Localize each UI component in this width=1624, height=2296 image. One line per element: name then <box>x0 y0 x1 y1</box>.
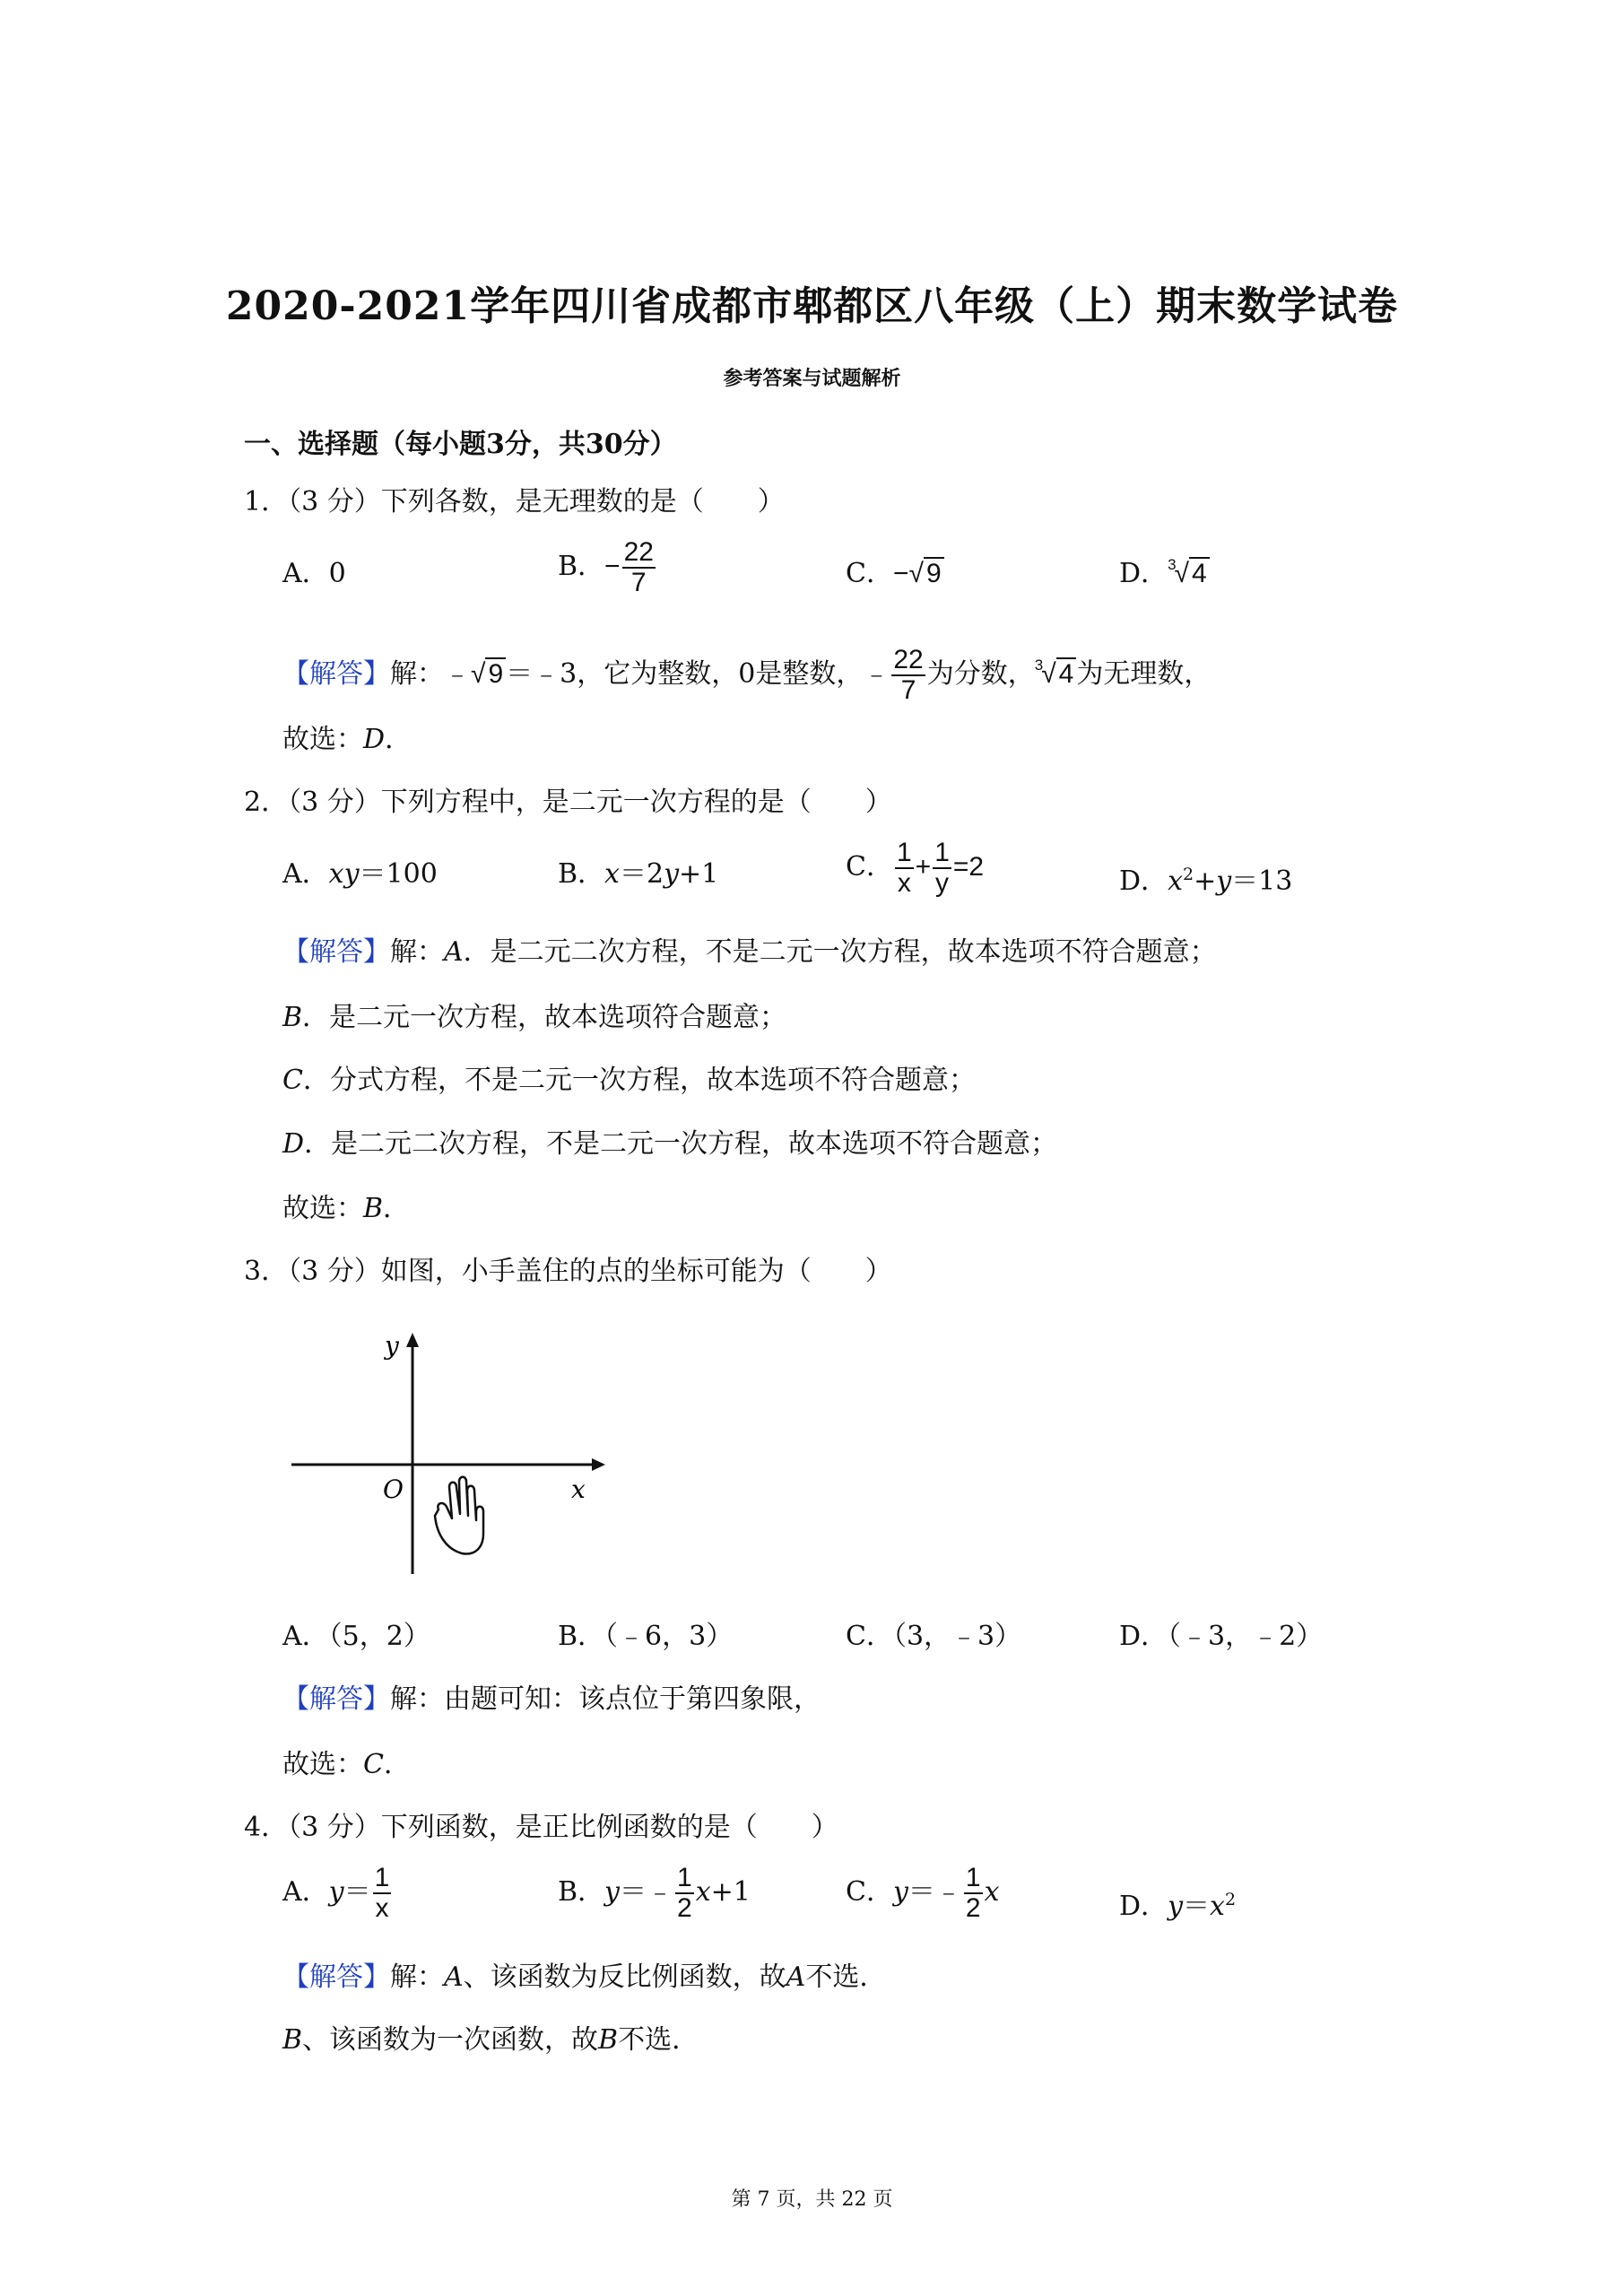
origin-label: O <box>383 1474 404 1504</box>
q2-stem: 2．（3 分）下列方程中，是二元一次方程的是（ ） <box>244 787 892 818</box>
q3-choice: 故选：C． <box>282 1749 411 1780</box>
x-axis-arrow <box>592 1458 605 1471</box>
page-title: 2020-2021学年四川省成都市郫都区八年级（上）期末数学试卷 <box>225 283 1399 329</box>
q3-option-a: A．（5，2） <box>282 1621 430 1652</box>
q2-option-d: D．$x^2+y=13$ <box>1119 865 1293 897</box>
q1-answer: 【解答】解：﹣√ 9 ＝﹣3，它为整数，0是整数，﹣ $\frac{22}{7}$ 为分数，$^3$√ 4 为无理数， <box>282 645 1211 705</box>
q2-answer-line-4: D．是二元二次方程，不是二元一次方程，故本选项不符合题意； <box>282 1128 1058 1160</box>
q1-option-d-radical: $^3$√ 4 <box>1168 556 1210 596</box>
q1-option-c: C．−√ 9 <box>846 556 944 592</box>
y-axis-arrow <box>406 1333 419 1347</box>
q2-answer-line-3: C．分式方程，不是二元一次方程，故本选项不符合题意； <box>282 1065 976 1096</box>
q1-choice: 故选：D． <box>282 724 413 755</box>
q3-option-c: C．（3，﹣3） <box>846 1621 1022 1652</box>
q1-option-c-radical: √ 9 <box>909 556 944 592</box>
q4-answer-line-2: B、该函数为一次函数，故B不选． <box>282 2024 699 2056</box>
q4-option-d: D．$y=x^2$ <box>1119 1890 1237 1922</box>
q2-answer-line-1: 【解答】解：A．是二元二次方程，不是二元一次方程，故本选项不符合题意； <box>282 936 1217 968</box>
q4-option-b: B．y＝﹣ $\frac{1}{2}$ x+1 <box>558 1863 751 1923</box>
q3-option-d: D．（﹣3，﹣2） <box>1119 1621 1324 1652</box>
q4-stem: 4．（3 分）下列函数，是正比例函数的是（ ） <box>244 1812 838 1843</box>
q3-option-b: B．（﹣6，3） <box>558 1621 734 1652</box>
q2-option-b: B．x＝2y+1 <box>558 858 719 890</box>
section-heading: 一、选择题（每小题3分，共30分） <box>244 429 677 460</box>
q4-answer-line-1: 【解答】解：A、该函数为反比例函数，故A不选． <box>282 1961 887 1993</box>
q1-option-b: B．− $\frac{22}{7}$ <box>558 537 654 597</box>
q1-stem: 1．（3 分）下列各数，是无理数的是（ ） <box>244 486 785 517</box>
q3-coordinate-figure <box>282 1327 605 1587</box>
q2-answer-line-2: B．是二元一次方程，故本选项符合题意； <box>282 1002 787 1033</box>
x-axis-label: x <box>571 1474 586 1504</box>
q2-option-a: A．xy＝100 <box>282 858 438 890</box>
hand-icon <box>435 1477 483 1554</box>
q4-option-a: A．y＝ $\frac{1}{x}$ <box>282 1863 390 1923</box>
q3-answer: 【解答】解：由题可知：该点位于第四象限， <box>282 1683 821 1715</box>
q2-choice: 故选：B． <box>282 1193 411 1224</box>
q4-option-c: C．y＝﹣ $\frac{1}{2}$ x <box>846 1863 1000 1923</box>
q1-option-a: A．0 <box>282 558 346 589</box>
q3-stem: 3．（3 分）如图，小手盖住的点的坐标可能为（ ） <box>244 1256 892 1287</box>
page-subtitle: 参考答案与试题解析 <box>723 367 901 390</box>
y-axis-label: y <box>385 1331 399 1361</box>
q2-option-c: C． $\frac{1}{x}$ + $\frac{1}{y}$ =2 <box>846 838 985 898</box>
q1-option-d: D．$^3$√ 4 <box>1119 556 1210 596</box>
answer-tag: 【解答】 <box>282 658 390 690</box>
page-footer: 第 7 页，共 22 页 <box>731 2188 893 2211</box>
q1-option-b-fraction: $\frac{22}{7}$ <box>623 537 654 597</box>
